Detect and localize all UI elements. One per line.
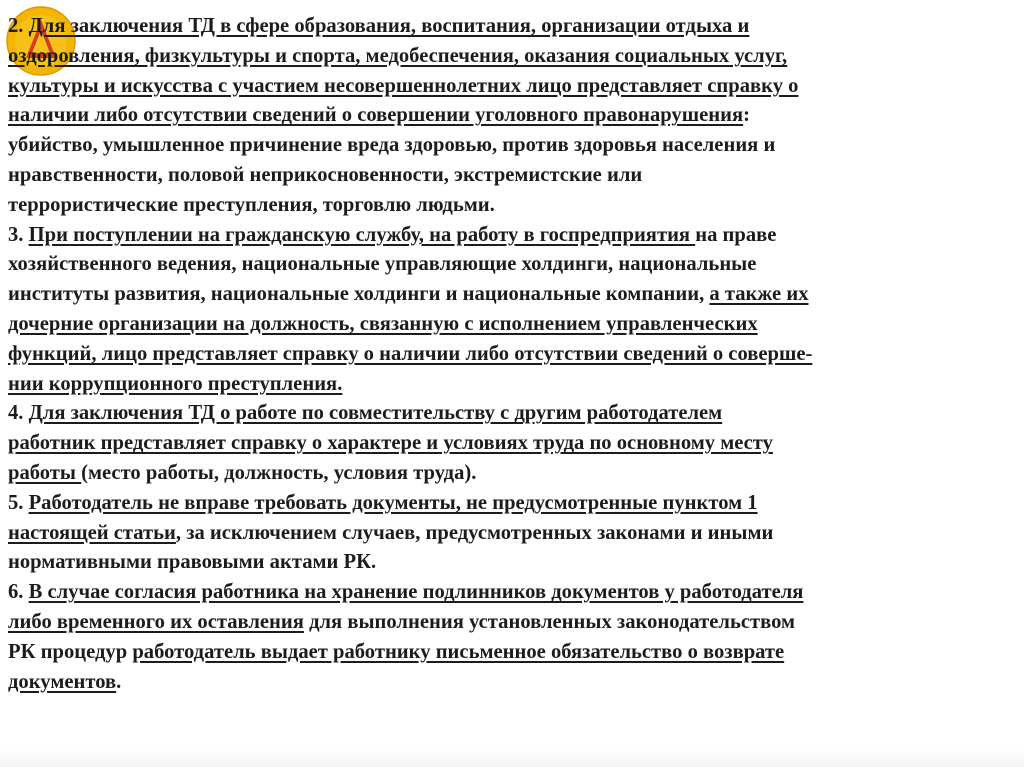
text-line <box>8 161 1016 191</box>
text-segment: 4. <box>8 402 29 425</box>
text-segment: институты развития, национальные холдинги и национальные компании, <box>8 283 710 306</box>
text-segment: : <box>743 104 750 127</box>
text-line <box>8 519 1016 549</box>
text-segment: 5. <box>8 491 29 514</box>
text-segment: террористические преступления, торговлю людьми. <box>8 193 495 216</box>
text-segment: 2. <box>8 15 29 37</box>
text-segment: . <box>116 670 122 693</box>
text-line <box>8 548 1016 578</box>
text-line <box>8 668 1016 698</box>
text-line <box>8 578 1016 608</box>
text-segment: 6. <box>8 581 29 604</box>
text-line <box>8 399 1016 429</box>
underlined-text: функций, лицо представляет справку о наличии либо отсутствии сведений о соверше- <box>8 342 813 365</box>
text-segment: убийство, умышленное причинение вреда здоровью, против здоровья населения и <box>8 134 776 157</box>
text-segment: для выполнения установленных законодательством <box>303 610 796 633</box>
text-line <box>8 370 1016 400</box>
text-line <box>8 221 1016 251</box>
underlined-text: наличии либо отсутствии сведений о совершении уголовного правонарушения <box>8 104 744 127</box>
underlined-text: работодатель выдает работнику письменное обязательство о возврате <box>132 640 785 663</box>
text-segment: (место работы, должность, условия труда). <box>81 461 477 484</box>
underlined-text: нии коррупционного преступления. <box>8 372 343 395</box>
text-line <box>8 131 1016 161</box>
text-line <box>8 12 1016 42</box>
text-line <box>8 340 1016 370</box>
underlined-text: оздоровления, физкультуры и спорта, медобеспечения, оказания социальных услуг, <box>8 44 788 67</box>
underlined-text: документов <box>8 670 117 693</box>
text-line <box>8 429 1016 459</box>
text-line <box>8 250 1016 280</box>
underlined-text: При поступлении на гражданскую службу, на работу в госпредприятия <box>28 223 696 246</box>
text-segment: РК процедур <box>8 640 133 663</box>
text-segment: нормативными правовыми актами РК. <box>8 551 377 574</box>
text-segment: , за исключением случаев, предусмотренных законами и иными <box>175 521 774 544</box>
text-line <box>8 310 1016 340</box>
text-line <box>8 280 1016 310</box>
underlined-text: либо временного их оставления <box>8 610 304 633</box>
text-segment: хозяйственного ведения, национальные управляющие холдинги, национальные <box>8 253 757 276</box>
text-line <box>8 72 1016 102</box>
underlined-text: работы <box>8 461 82 484</box>
text-line <box>8 459 1016 489</box>
underlined-text: Работодатель не вправе требовать документы, не предусмотренные пунктом 1 <box>28 491 758 514</box>
text-segment: 3. <box>8 223 29 246</box>
underlined-text: настоящей статьи <box>8 521 176 544</box>
underlined-text: Для заключения ТД в сфере образования, воспитания, организации отдыха и <box>28 15 750 37</box>
underlined-text: дочерние организации на должность, связанную с исполнением управленческих <box>8 312 758 335</box>
text-line <box>8 101 1016 131</box>
underlined-text: Для заключения ТД о работе по совместительству с другим работодателем <box>28 402 723 425</box>
text-line <box>8 638 1016 668</box>
text-line <box>8 42 1016 72</box>
text-segment: нравственности, половой неприкосновенности, экстремистские или <box>8 163 643 186</box>
text-line <box>8 489 1016 519</box>
underlined-text: культуры и искусства с участием несовершеннолетних лицо представляет справку о <box>8 74 799 97</box>
underlined-text: работник представляет справку о характере и условиях труда по основному месту <box>8 432 773 455</box>
underlined-text: а также их <box>709 283 809 306</box>
text-segment: на праве <box>695 223 777 246</box>
slide-bottom-edge <box>0 749 1024 767</box>
text-line <box>8 608 1016 638</box>
text-line <box>8 191 1016 221</box>
underlined-text: В случае согласия работника на хранение подлинников документов у работодателя <box>28 581 804 604</box>
document-text <box>8 12 1016 697</box>
